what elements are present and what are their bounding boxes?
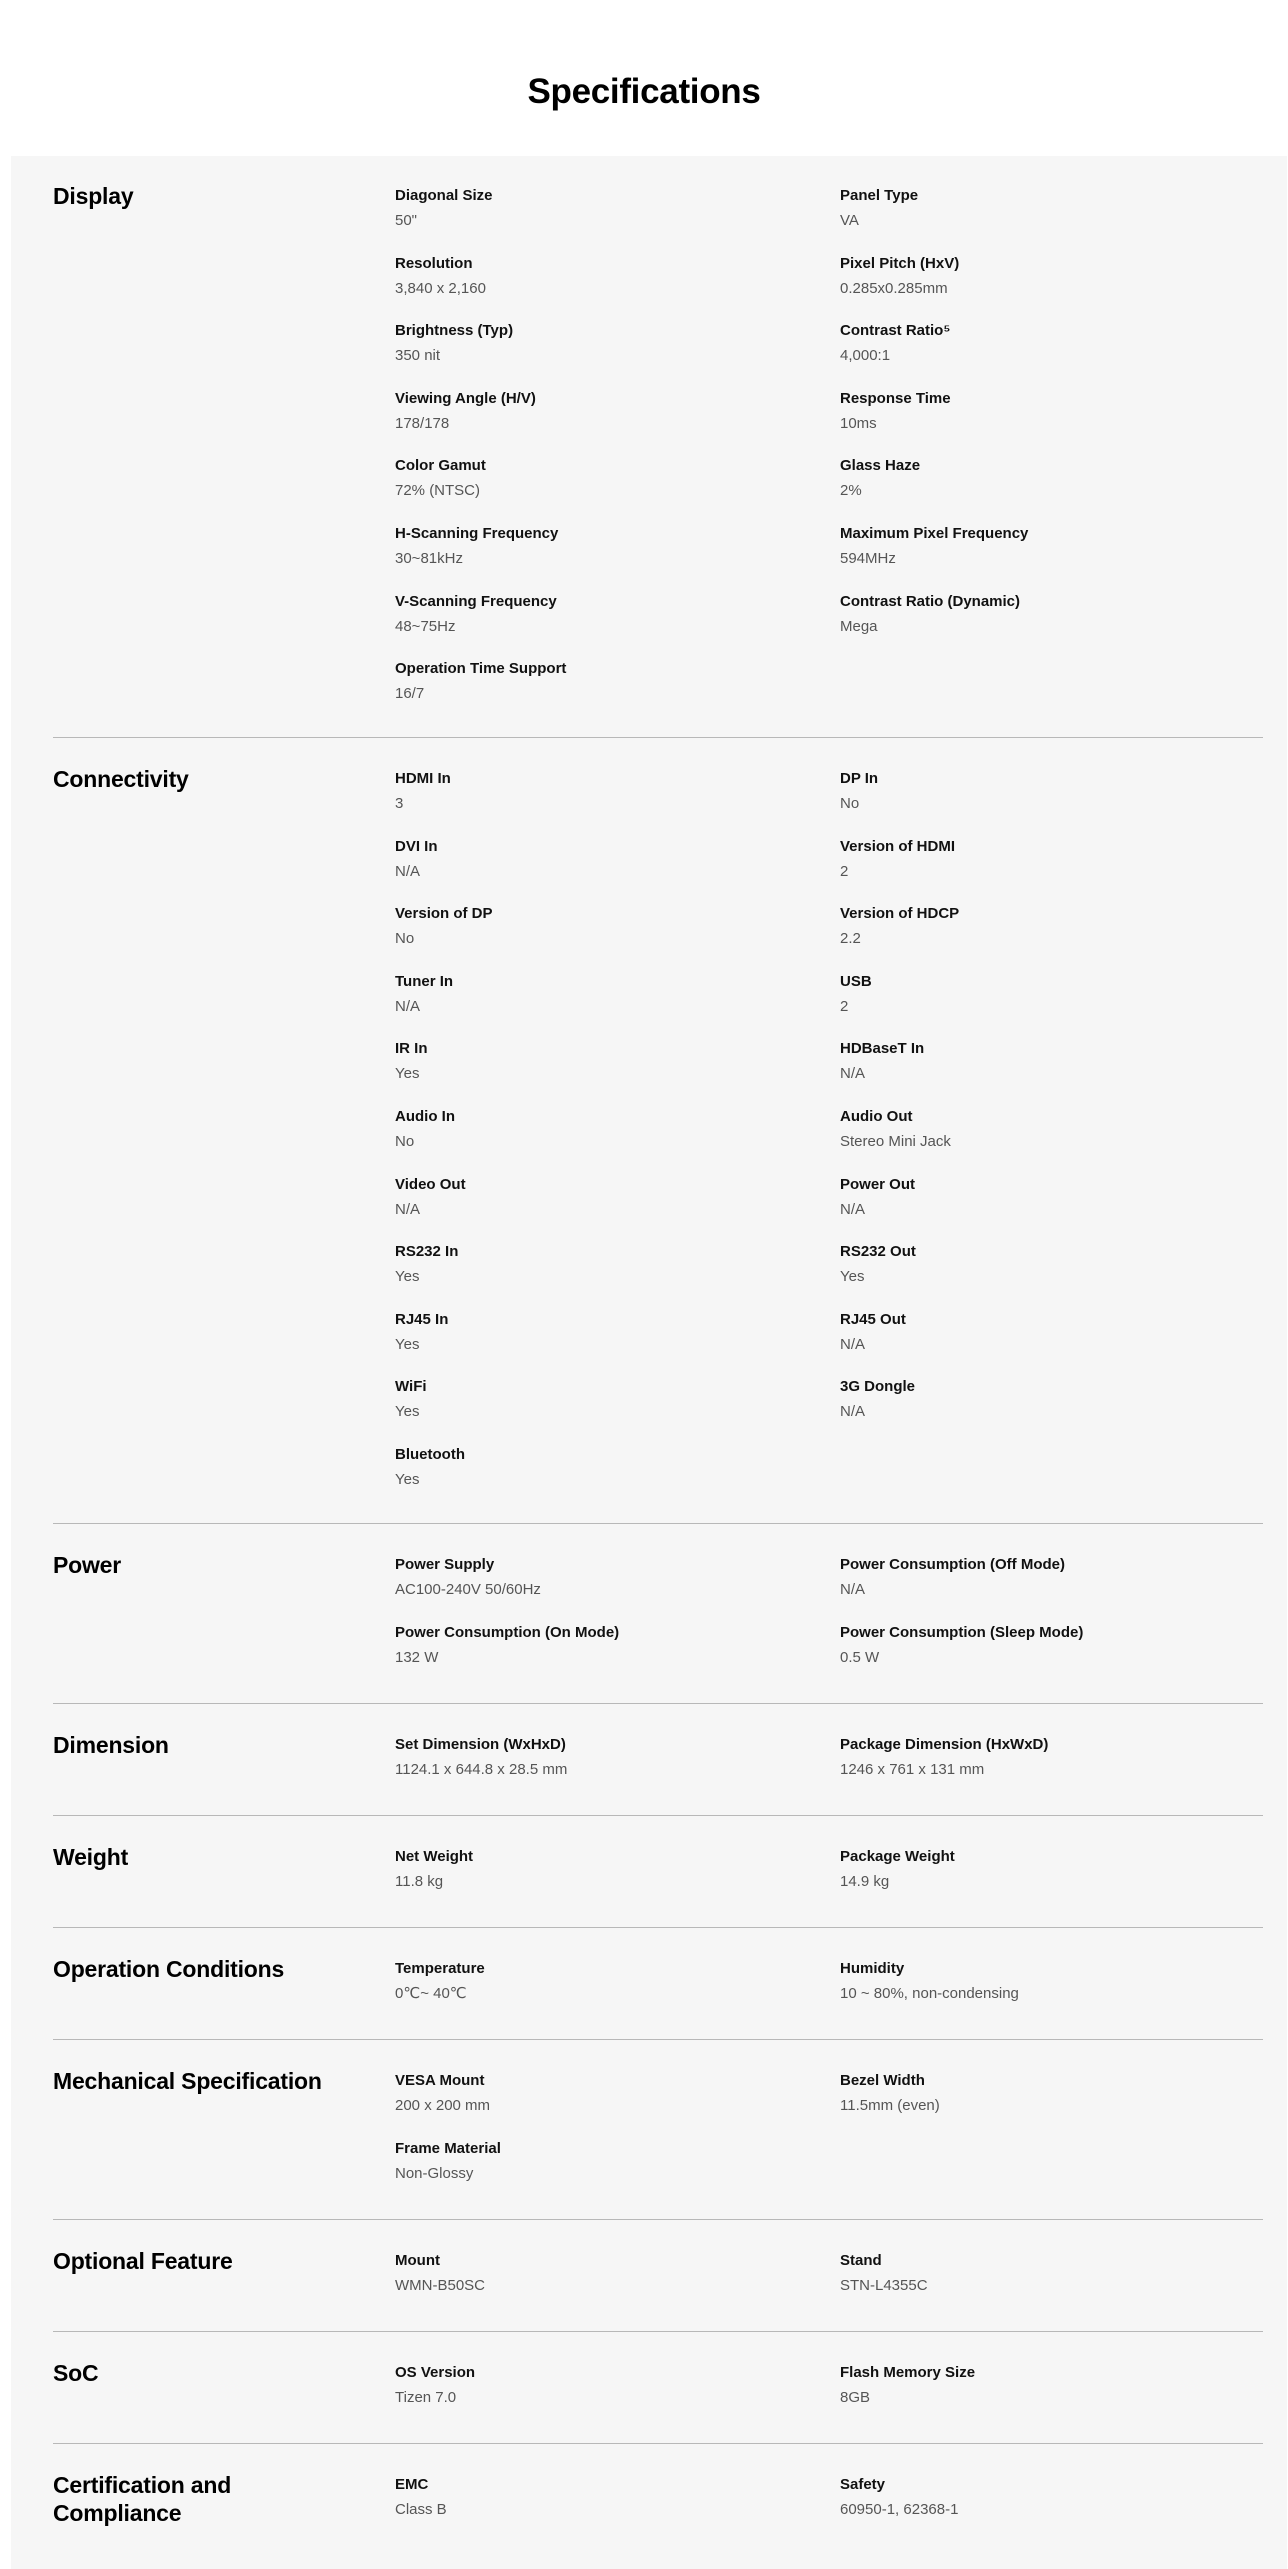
spec-label: Version of DP bbox=[395, 905, 493, 923]
spec-label: Video Out bbox=[395, 1175, 466, 1193]
spec-label: RS232 In bbox=[395, 1243, 459, 1261]
spec-value: 178/178 bbox=[395, 414, 450, 432]
spec-item bbox=[840, 2071, 1263, 2139]
spec-label: Audio In bbox=[395, 1107, 455, 1125]
spec-item bbox=[395, 254, 840, 322]
spec-value: 72% (NTSC) bbox=[395, 482, 481, 500]
spec-value: STN-L4355C bbox=[840, 2277, 928, 2294]
spec-value: Tizen 7.0 bbox=[395, 2389, 457, 2406]
spec-value: 2 bbox=[840, 862, 849, 880]
spec-label: Mount bbox=[395, 2252, 440, 2269]
spec-item bbox=[395, 1242, 840, 1310]
spec-label: HDBaseT In bbox=[840, 1040, 925, 1058]
spec-label: H-Scanning Frequency bbox=[395, 524, 559, 542]
spec-item bbox=[840, 456, 1263, 524]
spec-value: 350 nit bbox=[395, 347, 441, 365]
spec-value: 30~81kHz bbox=[395, 549, 463, 567]
section-title: Connectivity bbox=[53, 766, 189, 792]
spec-label: Power Consumption (On Mode) bbox=[395, 1623, 620, 1641]
spec-label: Temperature bbox=[395, 1960, 485, 1977]
spec-item bbox=[395, 904, 840, 972]
spec-item bbox=[395, 2139, 840, 2207]
spec-item bbox=[395, 972, 840, 1040]
spec-grid bbox=[395, 2475, 1263, 2543]
spec-value: No bbox=[395, 930, 415, 948]
spec-label: Power Supply bbox=[395, 1556, 495, 1573]
spec-item bbox=[395, 2363, 840, 2431]
spec-value: 10 ~ 80%, non-condensing bbox=[840, 1985, 1019, 2002]
spec-grid bbox=[395, 1555, 1263, 1690]
spec-section-weight bbox=[53, 1817, 1263, 1928]
spec-label: V-Scanning Frequency bbox=[395, 592, 557, 610]
spec-item bbox=[395, 321, 840, 389]
spec-grid bbox=[395, 2363, 1263, 2431]
spec-value: N/A bbox=[395, 1200, 421, 1218]
spec-item bbox=[395, 1310, 840, 1378]
spec-item bbox=[395, 1445, 840, 1513]
spec-item bbox=[395, 1377, 840, 1445]
spec-item bbox=[840, 186, 1263, 254]
spec-item bbox=[840, 1107, 1263, 1175]
spec-item bbox=[395, 1847, 840, 1915]
spec-label: Tuner In bbox=[395, 972, 454, 990]
spec-value: Yes bbox=[395, 1268, 420, 1286]
spec-value: WMN-B50SC bbox=[395, 2277, 486, 2294]
spec-item bbox=[395, 1555, 840, 1623]
spec-label: Power Consumption (Sleep Mode) bbox=[840, 1623, 1084, 1641]
spec-item bbox=[395, 2475, 840, 2543]
spec-section-power bbox=[53, 1525, 1263, 1704]
spec-section-operation-conditions bbox=[53, 1929, 1263, 2040]
spec-grid bbox=[395, 2251, 1263, 2319]
spec-item bbox=[395, 659, 840, 727]
spec-label: USB bbox=[840, 972, 872, 990]
spec-item bbox=[840, 837, 1263, 905]
spec-item bbox=[840, 254, 1263, 322]
spec-label: Safety bbox=[840, 2476, 886, 2493]
spec-label: Humidity bbox=[840, 1960, 905, 1977]
spec-label: DVI In bbox=[395, 837, 438, 855]
spec-value: 0.5 W bbox=[840, 1648, 880, 1666]
spec-item bbox=[840, 2475, 1263, 2543]
spec-label: RS232 Out bbox=[840, 1243, 916, 1261]
spec-item bbox=[840, 769, 1263, 837]
spec-grid bbox=[395, 1735, 1263, 1803]
spec-label: Operation Time Support bbox=[395, 660, 567, 678]
spec-section-mechanical-specification bbox=[53, 2041, 1263, 2220]
section-title: SoC bbox=[53, 2360, 99, 2386]
spec-label: HDMI In bbox=[395, 770, 451, 787]
spec-item bbox=[840, 1847, 1263, 1915]
spec-label: DP In bbox=[840, 770, 879, 787]
spec-label: Package Dimension (HxWxD) bbox=[840, 1736, 1049, 1753]
spec-value: 3 bbox=[395, 795, 404, 812]
spec-value: Yes bbox=[395, 1335, 420, 1353]
spec-item bbox=[395, 389, 840, 457]
spec-value: 1124.1 x 644.8 x 28.5 mm bbox=[395, 1761, 568, 1778]
spec-value: Yes bbox=[395, 1470, 420, 1488]
spec-section-display bbox=[53, 156, 1263, 738]
spec-value: Mega bbox=[840, 617, 878, 635]
spec-label: Net Weight bbox=[395, 1848, 474, 1865]
spec-section-optional-feature bbox=[53, 2221, 1263, 2332]
spec-value: 2.2 bbox=[840, 930, 861, 948]
spec-value: 11.8 kg bbox=[395, 1873, 444, 1890]
spec-label: Set Dimension (WxHxD) bbox=[395, 1736, 566, 1753]
spec-value: 2 bbox=[840, 997, 849, 1015]
spec-item bbox=[395, 2071, 840, 2139]
spec-value: N/A bbox=[840, 1403, 866, 1421]
spec-value: 8GB bbox=[840, 2389, 871, 2406]
spec-value: Class B bbox=[395, 2501, 447, 2518]
spec-label: Contrast Ratio (Dynamic) bbox=[840, 592, 1021, 610]
section-title: Display bbox=[53, 183, 134, 209]
spec-section-connectivity bbox=[53, 739, 1263, 1524]
spec-label: Stand bbox=[840, 2252, 882, 2269]
spec-value: 16/7 bbox=[395, 685, 425, 703]
spec-value: Yes bbox=[395, 1403, 420, 1421]
spec-label: RJ45 Out bbox=[840, 1310, 906, 1328]
spec-value: N/A bbox=[840, 1065, 866, 1083]
spec-value: N/A bbox=[840, 1200, 866, 1218]
spec-label: Viewing Angle (H/V) bbox=[395, 389, 536, 407]
spec-label: Version of HDMI bbox=[840, 837, 956, 855]
spec-value: 50" bbox=[395, 212, 418, 229]
spec-item bbox=[395, 186, 840, 254]
spec-grid bbox=[395, 186, 1263, 727]
spec-item bbox=[840, 1555, 1263, 1623]
spec-value: 1246 x 761 x 131 mm bbox=[840, 1761, 985, 1778]
section-title: Dimension bbox=[53, 1732, 169, 1758]
spec-label: RJ45 In bbox=[395, 1310, 449, 1328]
spec-value: 2% bbox=[840, 482, 862, 500]
spec-label: WiFi bbox=[395, 1378, 427, 1396]
spec-item bbox=[395, 1959, 840, 2027]
spec-grid bbox=[395, 1847, 1263, 1915]
spec-item bbox=[840, 389, 1263, 457]
spec-value: 48~75Hz bbox=[395, 617, 456, 635]
spec-label: Resolution bbox=[395, 254, 473, 272]
spec-item bbox=[395, 592, 840, 660]
spec-item bbox=[395, 1175, 840, 1243]
spec-item bbox=[840, 1039, 1263, 1107]
spec-value: Yes bbox=[840, 1268, 865, 1286]
spec-item bbox=[395, 456, 840, 524]
spec-item bbox=[840, 1377, 1263, 1445]
spec-label: Power Out bbox=[840, 1175, 916, 1193]
spec-value: N/A bbox=[840, 1581, 866, 1598]
spec-item bbox=[840, 592, 1263, 660]
spec-label: IR In bbox=[395, 1040, 428, 1058]
spec-item bbox=[395, 524, 840, 592]
spec-value: AC100-240V 50/60Hz bbox=[395, 1581, 541, 1598]
spec-item bbox=[840, 1242, 1263, 1310]
spec-label: EMC bbox=[395, 2476, 429, 2493]
spec-label: Response Time bbox=[840, 389, 951, 407]
spec-value: N/A bbox=[395, 862, 421, 880]
spec-label: 3G Dongle bbox=[840, 1378, 916, 1396]
spec-item bbox=[395, 1623, 840, 1691]
spec-item bbox=[840, 321, 1263, 389]
spec-item bbox=[840, 904, 1263, 972]
spec-label: Frame Material bbox=[395, 2139, 501, 2157]
section-title: Mechanical Specification bbox=[53, 2068, 322, 2094]
spec-item bbox=[840, 1175, 1263, 1243]
spec-value: 132 W bbox=[395, 1648, 439, 1666]
section-title: Certification and Compliance bbox=[53, 2472, 232, 2526]
spec-item bbox=[840, 972, 1263, 1040]
spec-value: Yes bbox=[395, 1065, 420, 1083]
spec-label: Pixel Pitch (HxV) bbox=[840, 254, 960, 272]
spec-value: N/A bbox=[840, 1335, 866, 1353]
page-title: Specifications bbox=[527, 72, 761, 111]
specifications-panel bbox=[11, 156, 1287, 2569]
spec-item bbox=[395, 1107, 840, 1175]
spec-label: Power Consumption (Off Mode) bbox=[840, 1556, 1065, 1573]
spec-value: Stereo Mini Jack bbox=[840, 1132, 951, 1150]
spec-label: Diagonal Size bbox=[395, 187, 493, 204]
spec-section-dimension bbox=[53, 1705, 1263, 1816]
section-title: Optional Feature bbox=[53, 2248, 233, 2274]
spec-label: VESA Mount bbox=[395, 2072, 485, 2089]
spec-section-certification-and-compliance bbox=[53, 2445, 1263, 2565]
spec-value: 0℃~ 40℃ bbox=[395, 1985, 467, 2002]
spec-value: 0.285x0.285mm bbox=[840, 279, 948, 297]
spec-value: 200 x 200 mm bbox=[395, 2097, 491, 2114]
spec-item bbox=[395, 2251, 840, 2319]
spec-grid bbox=[395, 2071, 1263, 2206]
spec-value: 10ms bbox=[840, 414, 877, 432]
spec-label: Bluetooth bbox=[395, 1445, 465, 1463]
spec-item bbox=[840, 2251, 1263, 2319]
spec-label: Audio Out bbox=[840, 1107, 913, 1125]
spec-label: Maximum Pixel Frequency bbox=[840, 524, 1029, 542]
spec-value: 11.5mm (even) bbox=[840, 2097, 940, 2114]
spec-label: Panel Type bbox=[840, 187, 919, 204]
spec-label: Package Weight bbox=[840, 1848, 955, 1865]
spec-item bbox=[840, 1623, 1263, 1691]
spec-value: VA bbox=[840, 212, 859, 229]
spec-label: OS Version bbox=[395, 2364, 476, 2381]
spec-value: Non-Glossy bbox=[395, 2164, 474, 2182]
spec-grid bbox=[395, 769, 1263, 1513]
spec-value: 14.9 kg bbox=[840, 1873, 890, 1890]
spec-item bbox=[840, 1735, 1263, 1803]
spec-value: 594MHz bbox=[840, 549, 896, 567]
spec-value: 4,000:1 bbox=[840, 347, 891, 365]
section-title: Weight bbox=[53, 1844, 129, 1870]
spec-item bbox=[395, 769, 840, 837]
spec-label: Color Gamut bbox=[395, 457, 486, 475]
spec-item bbox=[840, 1959, 1263, 2027]
spec-item bbox=[395, 837, 840, 905]
section-title: Power bbox=[53, 1552, 122, 1578]
section-title: Operation Conditions bbox=[53, 1956, 285, 1982]
spec-item bbox=[840, 1310, 1263, 1378]
spec-value: No bbox=[840, 795, 860, 812]
spec-label: Bezel Width bbox=[840, 2072, 925, 2089]
spec-grid bbox=[395, 1959, 1263, 2027]
spec-value: No bbox=[395, 1132, 415, 1150]
spec-item bbox=[840, 2363, 1263, 2431]
spec-value: N/A bbox=[395, 997, 421, 1015]
spec-label: Glass Haze bbox=[840, 457, 921, 475]
spec-label: Contrast Ratio⁵ bbox=[840, 322, 951, 340]
spec-item bbox=[395, 1039, 840, 1107]
spec-item bbox=[840, 524, 1263, 592]
spec-label: Version of HDCP bbox=[840, 905, 960, 923]
spec-value: 3,840 x 2,160 bbox=[395, 279, 486, 297]
spec-section-soc bbox=[53, 2333, 1263, 2444]
spec-label: Flash Memory Size bbox=[840, 2364, 976, 2381]
spec-label: Brightness (Typ) bbox=[395, 322, 514, 340]
spec-value: 60950-1, 62368-1 bbox=[840, 2501, 959, 2518]
spec-item bbox=[395, 1735, 840, 1803]
